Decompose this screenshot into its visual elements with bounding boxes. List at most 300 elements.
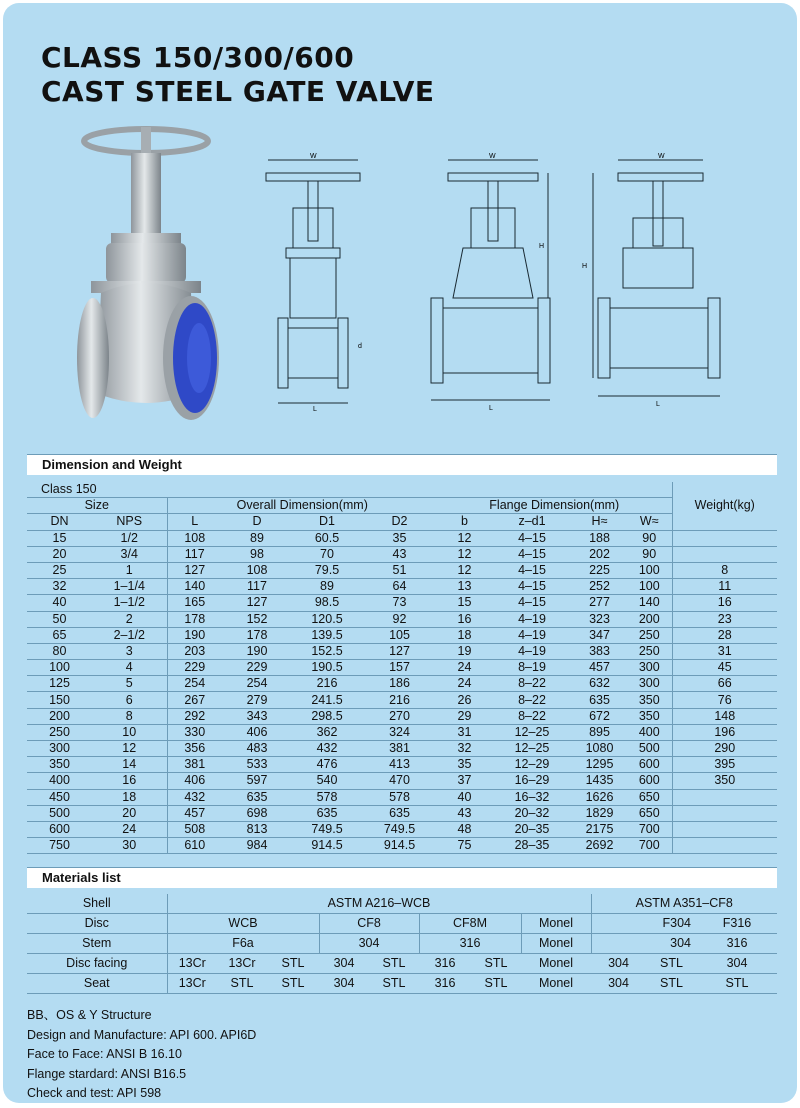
table-cell: 632 [572,676,627,692]
table-cell: 31 [672,643,777,659]
table-cell: 635 [222,789,292,805]
table-cell: 51 [362,562,437,578]
table-cell: 140 [167,579,222,595]
disc-monel: Monel [521,914,591,934]
table-cell: 89 [292,579,362,595]
drawing-label-h-3: H [582,263,588,270]
table-row [27,562,777,578]
material-cell: STL [369,954,419,974]
material-cell: 304 [319,954,369,974]
table-cell: 20 [92,805,167,821]
table-cell: 40 [437,789,492,805]
table-cell: 610 [167,838,222,854]
drawing-label-l-3: L [656,401,660,408]
table-cell: 12–29 [492,757,572,773]
table-cell: 157 [362,660,437,676]
table-cell: 127 [167,562,222,578]
table-row [27,838,777,854]
table-cell: 70 [292,546,362,562]
table-cell: 1295 [572,757,627,773]
table-cell: 200 [27,708,92,724]
table-cell: 98 [222,546,292,562]
table-cell: 292 [167,708,222,724]
table-cell: 330 [167,724,222,740]
section-drawing-1 [258,148,373,413]
table-cell: 24 [437,660,492,676]
disc-f304: F304 [591,914,697,934]
material-cell: STL [267,954,319,974]
table-cell: 600 [627,757,672,773]
table-cell: 203 [167,643,222,659]
table-cell: 11 [672,579,777,595]
table-cell: 18 [92,789,167,805]
table-cell: 4–15 [492,530,572,546]
table-cell: 43 [362,546,437,562]
table-row [27,579,777,595]
table-cell: 400 [27,773,92,789]
table-cell: 12 [437,562,492,578]
table-cell: 190.5 [292,660,362,676]
table-cell: 2 [92,611,167,627]
size-header: Size [27,498,167,514]
table-cell: 139.5 [292,627,362,643]
table-row [27,821,777,837]
table-cell: 35 [437,757,492,773]
table-cell: 672 [572,708,627,724]
table-cell [672,838,777,854]
table-cell: 432 [292,741,362,757]
table-cell: 347 [572,627,627,643]
material-cell: 304 [319,974,369,994]
stem-304-cf8: 304 [591,934,697,954]
table-cell: 16 [672,595,777,611]
table-cell [672,789,777,805]
material-cell: 13Cr [167,954,217,974]
materials-section-header [27,867,777,888]
table-cell: 457 [572,660,627,676]
table-cell: 229 [222,660,292,676]
table-cell: 698 [222,805,292,821]
material-cell: STL [697,974,777,994]
table-row [27,627,777,643]
dimension-table [27,482,777,854]
table-cell: 8 [92,708,167,724]
table-cell: 1/2 [92,530,167,546]
disc-cf8m: CF8M [419,914,521,934]
table-row [27,757,777,773]
table-cell: 8–22 [492,692,572,708]
weight-header: Weight(kg) [672,482,777,530]
column-header: b [437,514,492,530]
table-cell: 165 [167,595,222,611]
table-row [27,789,777,805]
table-cell: 100 [627,562,672,578]
table-cell: 12–25 [492,741,572,757]
drawing-label-w: W [310,153,317,160]
seat-label: Seat [27,974,167,994]
table-cell: 12 [437,546,492,562]
stem-monel: Monel [521,934,591,954]
table-cell: 30 [92,838,167,854]
material-cell: STL [471,954,521,974]
table-cell: 140 [627,595,672,611]
table-cell: 483 [222,741,292,757]
table-cell: 635 [292,805,362,821]
table-cell: 178 [222,627,292,643]
stem-304: 304 [319,934,419,954]
table-cell: 31 [437,724,492,740]
table-cell: 127 [222,595,292,611]
column-header: D [222,514,292,530]
table-cell: 4–15 [492,595,572,611]
table-cell: 3 [92,643,167,659]
table-cell: 23 [672,611,777,627]
table-cell: 4–15 [492,562,572,578]
table-cell: 28 [672,627,777,643]
table-cell: 350 [627,692,672,708]
notes [27,1006,256,1103]
material-cell: STL [369,974,419,994]
table-cell: 1–1/4 [92,579,167,595]
table-cell: 108 [222,562,292,578]
table-cell: 1080 [572,741,627,757]
dimension-section-header [27,454,777,475]
table-cell: 578 [292,789,362,805]
table-cell: 457 [167,805,222,821]
table-cell: 127 [362,643,437,659]
stem-label: Stem [27,934,167,954]
table-cell: 225 [572,562,627,578]
page-title [41,41,435,109]
title-line-1: CLASS 150/300/600 [41,41,355,74]
shell-cf8: ASTM A351–CF8 [591,894,777,914]
note-line: BB、OS & Y Structure [27,1008,152,1022]
table-cell: 1435 [572,773,627,789]
table-cell [672,530,777,546]
table-cell: 12–25 [492,724,572,740]
table-cell: 267 [167,692,222,708]
shell-wcb: ASTM A216–WCB [167,894,591,914]
table-cell: 186 [362,676,437,692]
table-cell: 2692 [572,838,627,854]
table-cell: 4 [92,660,167,676]
table-cell: 13 [437,579,492,595]
column-header: NPS [92,514,167,530]
table-cell: 90 [627,546,672,562]
table-row [27,773,777,789]
table-cell: 18 [437,627,492,643]
table-cell: 89 [222,530,292,546]
material-cell: Monel [521,974,591,994]
material-cell: STL [471,974,521,994]
table-row [27,805,777,821]
table-cell: 98.5 [292,595,362,611]
column-header: W≈ [627,514,672,530]
table-row [27,643,777,659]
table-cell: 8–22 [492,676,572,692]
note-line: Face to Face: ANSI B 16.10 [27,1047,182,1062]
material-cell: STL [646,974,697,994]
table-cell: 324 [362,724,437,740]
table-cell: 10 [92,724,167,740]
section-drawing-2 [423,148,558,413]
material-cell: STL [646,954,697,974]
table-cell: 381 [167,757,222,773]
table-cell: 250 [627,643,672,659]
column-header: D1 [292,514,362,530]
table-cell: 43 [437,805,492,821]
table-cell: 20 [27,546,92,562]
note-line: Design and Manufacture: API 600. API6D [27,1027,257,1042]
table-cell: 383 [572,643,627,659]
table-cell: 35 [362,530,437,546]
title-line-2: CAST STEEL GATE VALVE [41,75,435,108]
table-cell: 4–15 [492,546,572,562]
table-cell: 29 [437,708,492,724]
table-cell [672,805,777,821]
table-cell: 323 [572,611,627,627]
table-cell: 20–35 [492,821,572,837]
table-cell: 26 [437,692,492,708]
flange-dimension-header: Flange Dimension(mm) [437,498,672,514]
table-cell: 19 [437,643,492,659]
table-cell: 25 [27,562,92,578]
note-line: Flange stardard: ANSI B16.5 [27,1066,187,1081]
table-cell: 300 [627,660,672,676]
table-cell: 152 [222,611,292,627]
gate-valve-photo [71,123,221,423]
table-cell: 178 [167,611,222,627]
table-cell: 254 [167,676,222,692]
material-cell: 304 [591,974,646,994]
table-row [27,741,777,757]
material-cell: 304 [697,954,777,974]
table-cell: 300 [627,676,672,692]
material-cell: 13Cr [217,954,267,974]
table-cell: 76 [672,692,777,708]
table-cell: 914.5 [292,838,362,854]
table-cell: 148 [672,708,777,724]
drawing-label-l: L [313,406,317,413]
table-cell: 343 [222,708,292,724]
table-cell: 100 [627,579,672,595]
table-cell: 4–15 [492,579,572,595]
table-cell: 190 [167,627,222,643]
table-cell: 500 [627,741,672,757]
table-cell: 600 [27,821,92,837]
material-cell: STL [217,974,267,994]
disc-wcb: WCB [167,914,319,934]
table-cell: 749.5 [362,821,437,837]
table-cell: 749.5 [292,821,362,837]
drawing-label-d: d [358,343,362,350]
table-cell: 8–22 [492,708,572,724]
table-cell: 120.5 [292,611,362,627]
material-cell: 304 [591,954,646,974]
table-row [27,530,777,546]
table-cell: 578 [362,789,437,805]
table-cell: 700 [627,821,672,837]
table-cell: 64 [362,579,437,595]
table-row [27,595,777,611]
table-cell: 1626 [572,789,627,805]
table-cell: 40 [27,595,92,611]
table-cell: 650 [627,789,672,805]
table-cell: 48 [437,821,492,837]
table-cell: 500 [27,805,92,821]
material-cell: STL [267,974,319,994]
table-cell: 279 [222,692,292,708]
table-cell: 80 [27,643,92,659]
table-cell: 8 [672,562,777,578]
table-cell [672,546,777,562]
table-cell: 6 [92,692,167,708]
table-cell: 188 [572,530,627,546]
table-cell: 216 [362,692,437,708]
stem-316: 316 [419,934,521,954]
table-cell: 190 [222,643,292,659]
table-cell: 32 [437,741,492,757]
table-cell: 533 [222,757,292,773]
drawing-label-l-2: L [489,405,493,412]
table-cell: 152.5 [292,643,362,659]
table-cell: 216 [292,676,362,692]
table-cell: 406 [222,724,292,740]
table-cell: 362 [292,724,362,740]
section-drawing-3 [578,148,723,413]
table-cell: 2–1/2 [92,627,167,643]
table-cell: 635 [362,805,437,821]
table-cell: 117 [222,579,292,595]
table-cell: 413 [362,757,437,773]
table-cell: 432 [167,789,222,805]
table-cell: 1829 [572,805,627,821]
table-cell: 4–19 [492,611,572,627]
product-sheet [3,3,797,1103]
table-cell: 1–1/2 [92,595,167,611]
table-cell: 66 [672,676,777,692]
table-cell: 254 [222,676,292,692]
table-cell: 32 [27,579,92,595]
table-cell: 92 [362,611,437,627]
disc-f316: F316 [697,914,777,934]
table-cell: 914.5 [362,838,437,854]
table-cell: 117 [167,546,222,562]
table-cell: 8–19 [492,660,572,676]
disc-facing-label: Disc facing [27,954,167,974]
table-cell: 600 [627,773,672,789]
table-cell [672,821,777,837]
table-cell: 406 [167,773,222,789]
table-cell: 14 [92,757,167,773]
column-header: DN [27,514,92,530]
table-cell: 450 [27,789,92,805]
table-cell: 356 [167,741,222,757]
table-cell: 250 [627,627,672,643]
dimension-section-title: Dimension and Weight [42,457,182,472]
table-cell: 350 [627,708,672,724]
table-cell: 540 [292,773,362,789]
table-cell: 3/4 [92,546,167,562]
column-header: H≈ [572,514,627,530]
table-cell: 16 [92,773,167,789]
table-cell: 108 [167,530,222,546]
stem-f6a: F6a [167,934,319,954]
table-row [27,724,777,740]
table-cell: 252 [572,579,627,595]
table-cell: 250 [27,724,92,740]
table-cell: 395 [672,757,777,773]
shell-label: Shell [27,894,167,914]
table-row [27,692,777,708]
table-cell: 24 [92,821,167,837]
table-cell: 241.5 [292,692,362,708]
drawing-label-h-2: H [539,243,545,250]
table-cell: 508 [167,821,222,837]
table-cell: 350 [27,757,92,773]
table-row [27,708,777,724]
table-cell: 16–32 [492,789,572,805]
table-cell: 37 [437,773,492,789]
table-cell: 750 [27,838,92,854]
table-cell: 650 [627,805,672,821]
column-header: L [167,514,222,530]
table-cell: 12 [437,530,492,546]
table-cell: 75 [437,838,492,854]
material-cell: 316 [419,954,471,974]
table-cell: 100 [27,660,92,676]
table-cell: 813 [222,821,292,837]
note-line: Check and test: API 598 [27,1086,162,1101]
materials-section-title: Materials list [42,870,121,885]
table-cell: 700 [627,838,672,854]
disc-label: Disc [27,914,167,934]
table-cell: 984 [222,838,292,854]
table-cell: 79.5 [292,562,362,578]
table-cell: 635 [572,692,627,708]
overall-dimension-header: Overall Dimension(mm) [167,498,437,514]
table-cell: 105 [362,627,437,643]
table-cell: 895 [572,724,627,740]
table-cell: 15 [437,595,492,611]
material-cell: 13Cr [167,974,217,994]
disc-cf8: CF8 [319,914,419,934]
table-cell: 65 [27,627,92,643]
column-header: z–d1 [492,514,572,530]
table-cell: 150 [27,692,92,708]
table-cell: 196 [672,724,777,740]
materials-table [27,894,777,994]
table-cell: 597 [222,773,292,789]
table-cell: 270 [362,708,437,724]
drawing-label-w-2: W [489,153,496,160]
material-cell: 316 [419,974,471,994]
table-cell: 60.5 [292,530,362,546]
table-cell: 16 [437,611,492,627]
table-cell: 202 [572,546,627,562]
table-cell: 470 [362,773,437,789]
material-cell: Monel [521,954,591,974]
table-cell: 350 [672,773,777,789]
table-cell: 73 [362,595,437,611]
table-cell: 16–29 [492,773,572,789]
table-cell: 12 [92,741,167,757]
table-cell: 290 [672,741,777,757]
table-cell: 20–32 [492,805,572,821]
column-header: D2 [362,514,437,530]
table-cell: 229 [167,660,222,676]
table-cell: 300 [27,741,92,757]
